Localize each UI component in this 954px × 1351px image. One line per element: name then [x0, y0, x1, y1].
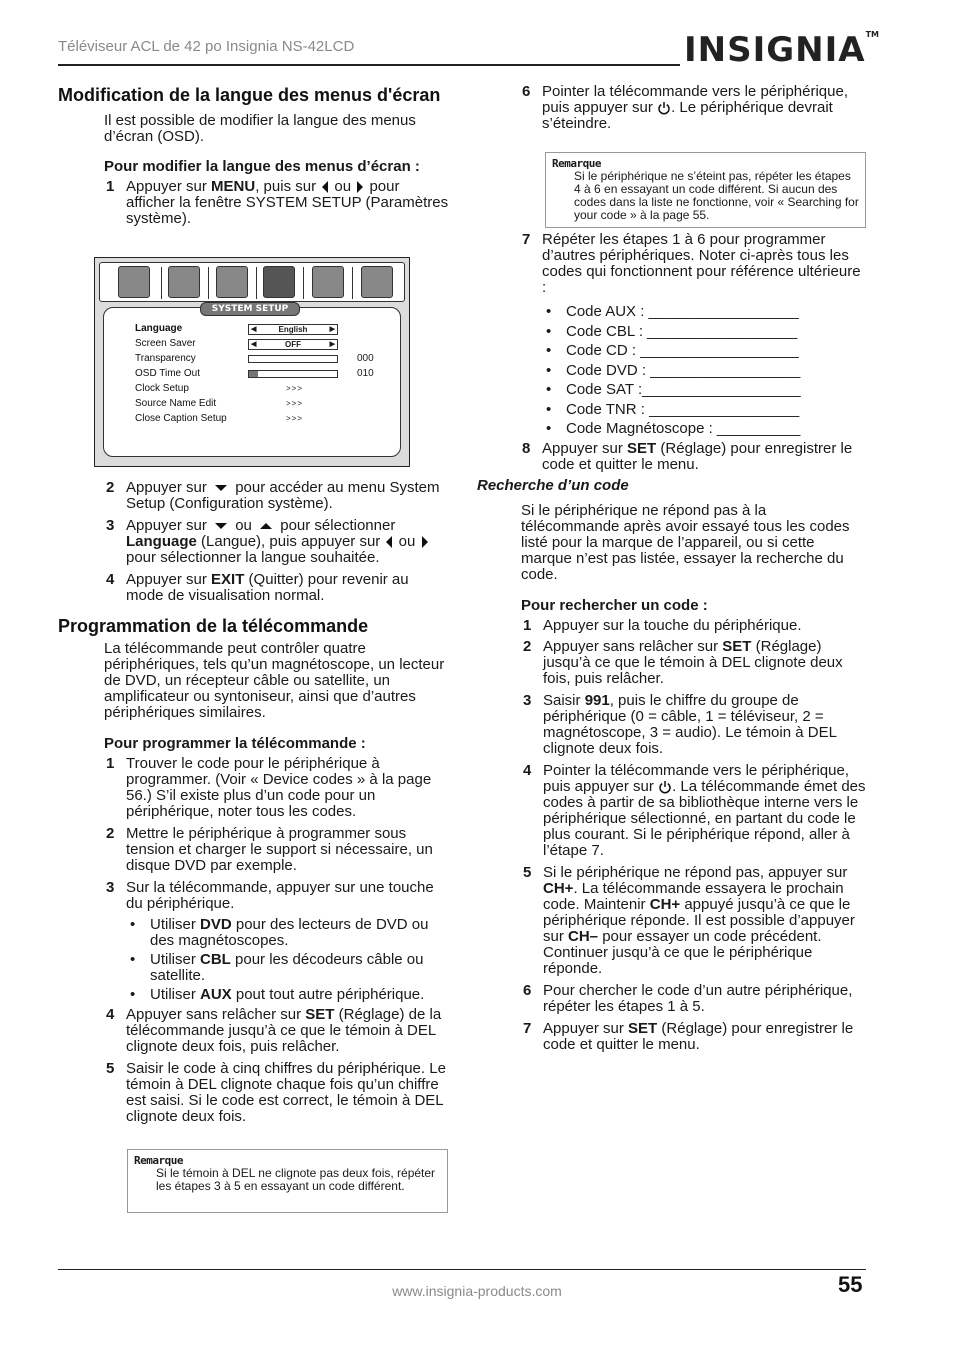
- right-column-bottom: [520, 232, 866, 473]
- procedure-title-search: Pour rechercher un code :: [521, 597, 708, 614]
- running-header: Téléviseur ACL de 42 po Insignia NS-42LCD: [58, 38, 355, 55]
- system-setup-caption: SYSTEM SETUP: [200, 302, 300, 316]
- procedure-title-language: Pour modifier la langue des menus d’écran :: [104, 158, 420, 175]
- note-body: Si le témoin à DEL ne clignote pas deux fois, répéter les étapes 3 à 5 en essayant un code différent.: [156, 1166, 436, 1193]
- step-remote-5: 5 Saisir le code à cinq chiffres du périphérique. Le témoin à DEL clignote chaque fois qu’un chiffre est saisi. Si le code est correct, le témoin à DEL clignote deux fois.: [106, 1060, 446, 1125]
- code-sat: • Code SAT :___________________: [546, 381, 801, 398]
- search-intro: Si le périphérique ne répond pas à la télécommande après avoir essayé tous les codes listé pour la marque de l’appareil, ou si cette marque n’est pas listée, essayer la recherche du code.: [521, 502, 850, 583]
- transparency-bar: [248, 355, 338, 363]
- section-title-remote: Programmation de la télécommande: [58, 616, 369, 636]
- arrow-up-icon: [260, 523, 272, 529]
- input-tab-icon: [361, 266, 393, 298]
- arrow-right-icon: [422, 536, 428, 548]
- osd-timeout-bar: [248, 370, 338, 378]
- arrow-right-icon: [357, 181, 363, 193]
- bullet-dvd: • Utiliser DVD pour des lecteurs de DVD ou des magnétoscopes.: [130, 916, 429, 949]
- arrow-left-icon: [322, 181, 328, 193]
- footer-rule: [58, 1269, 866, 1270]
- step-remote-3: 3 Sur la télécommande, appuyer sur une touche du périphérique.: [106, 879, 434, 912]
- step-remote-8: 8 Appuyer sur SET (Réglage) pour enregistrer le code et quitter le menu.: [522, 439, 853, 473]
- code-dvd: • Code DVD : __________________: [546, 361, 801, 379]
- close-caption-arrows: >>>: [286, 414, 304, 423]
- step-search-4: 4 Pointer la télécommande vers le périphérique, puis appuyer sur . La télécommande émet des codes à partir de sa bibliothèque interne vers le périphérique sélectionné, en partant du code le plus courant. Si le périphérique répond, aller à l’étape 7.: [523, 762, 866, 859]
- system-setup-menu-image: [94, 257, 410, 467]
- code-aux: • Code AUX : __________________: [546, 303, 799, 320]
- menu-item-clock-setup: Clock Setup: [135, 383, 189, 394]
- menu-item-source-name-edit: Source Name Edit: [135, 398, 217, 409]
- channel-tab-icon: [168, 266, 200, 298]
- step-remote-4: 4 Appuyer sans relâcher sur SET (Réglage) de la télécommande jusqu’à ce que le témoin à DEL clignote deux fois, puis relâcher.: [106, 1006, 442, 1055]
- step-language-1: 1 Appuyer sur MENU, puis sur ou pour afficher la fenêtre SYSTEM SETUP (Paramètres système).: [106, 178, 449, 227]
- code-cbl: • Code CBL : __________________: [546, 322, 798, 340]
- menu-item-screen-saver: Screen Saver: [135, 338, 196, 349]
- note-body: Si le périphérique ne s’éteint pas, répéter les étapes 4 à 6 en essayant un code différent. Si aucun des codes dans la liste ne fonctionne, voir « Searching for your code » à la page 55.: [574, 169, 859, 222]
- power-icon: [658, 780, 672, 794]
- step-language-4: 4 Appuyer sur EXIT (Quitter) pour revenir au mode de visualisation normal.: [106, 571, 409, 604]
- code-cd: • Code CD : ___________________: [546, 342, 799, 359]
- step-language-2: 2 Appuyer sur pour accéder au menu System Setup (Configuration système).: [106, 479, 440, 512]
- right-column-top: [520, 84, 866, 132]
- header-rule: [58, 64, 680, 66]
- menu-item-transparency: Transparency: [135, 353, 196, 364]
- source-name-edit-arrows: >>>: [286, 399, 304, 408]
- step-remote-6: 6 Pointer la télécommande vers le périphérique, puis appuyer sur . Le périphérique devrait s’éteindre.: [522, 83, 848, 132]
- insignia-logo: INSIGNIA™: [684, 30, 879, 70]
- note-box-right: [545, 152, 866, 228]
- arrow-down-icon: [215, 485, 227, 491]
- setup-tab-icon: [263, 266, 295, 298]
- intro-language: Il est possible de modifier la langue des menus d’écran (OSD).: [104, 112, 416, 145]
- search-title: Recherche d’un code: [477, 477, 629, 494]
- procedure-title-remote: Pour programmer la télécommande :: [104, 735, 366, 752]
- step-search-5: 5 Si le périphérique ne répond pas, appuyer sur CH+. La télécommande essayera le prochain code. Maintenir CH+ appuyé jusqu’à ce que le périphérique réponde. Il est possible d’appuyer sur CH– pour essayer un code précédent. Continuer jusqu’à ce que le périphérique réponde.: [523, 864, 855, 977]
- screen-saver-value: ◀ OFF ▶: [248, 339, 338, 350]
- arrow-left-icon: [386, 536, 392, 548]
- menu-tab-bar: [99, 262, 405, 302]
- step-search-1: 1 Appuyer sur la touche du périphérique.: [523, 617, 802, 634]
- section-title-language: Modification de la langue des menus d'écran: [58, 85, 441, 105]
- footer-url: www.insignia-products.com: [392, 1283, 562, 1299]
- menu-item-close-caption-setup: Close Caption Setup: [135, 413, 227, 424]
- step-search-6: 6 Pour chercher le code d’un autre périphérique, répéter les étapes 1 à 5.: [523, 982, 853, 1015]
- search-section: [477, 478, 867, 1053]
- clock-setup-arrows: >>>: [286, 384, 304, 393]
- step-search-2: 2 Appuyer sans relâcher sur SET (Réglage) jusqu’à ce que le témoin à DEL clignote deux fois, puis relâcher.: [523, 638, 843, 687]
- arrow-down-icon: [215, 523, 227, 529]
- step-remote-1: 1 Trouver le code pour le périphérique à programmer. (Voir « Device codes » à la page 56.) S’il existe plus d’un code pour un périphérique, noter tous les codes.: [106, 755, 432, 820]
- language-value: ◀ English ▶: [248, 324, 338, 335]
- picture-tab-icon: [118, 266, 150, 298]
- transparency-number: 000: [357, 353, 374, 364]
- code-tnr: • Code TNR : __________________: [546, 400, 800, 418]
- note-title: Remarque: [552, 157, 601, 170]
- step-remote-7: 7 Répéter les étapes 1 à 6 pour programmer d’autres périphériques. Noter ci-après tous les codes qui fonctionnent pour référence ultérieure :: [522, 231, 861, 296]
- osd-timeout-number: 010: [357, 368, 374, 379]
- power-icon: [657, 101, 671, 115]
- code-vcr: • Code Magnétoscope : __________: [546, 420, 801, 437]
- menu-panel: [103, 307, 401, 457]
- step-remote-2: 2 Mettre le périphérique à programmer sous tension et charger le support si nécessaire, un disque DVD par exemple.: [106, 825, 433, 874]
- intro-remote: La télécommande peut contrôler quatre périphériques, tels qu’un magnétoscope, un lecteur de DVD, un récepteur câble ou satellite, un amplificateur ou syntoniseur, ainsi que d’autres périphériques similaires.: [104, 640, 445, 721]
- left-column-top: [58, 86, 450, 227]
- lock-tab-icon: [312, 266, 344, 298]
- bullet-aux: • Utiliser AUX pout tout autre périphérique.: [130, 986, 425, 1003]
- note-box-left: [127, 1149, 448, 1213]
- left-column-bottom: [58, 480, 450, 1125]
- step-search-3: 3 Saisir 991, puis le chiffre du groupe de périphérique (0 = câble, 1 = téléviseur, 2 = magnétoscope, 3 = audio). Le témoin à DEL clignote deux fois.: [523, 692, 837, 757]
- menu-item-osd-time-out: OSD Time Out: [135, 368, 201, 379]
- bullet-cbl: • Utiliser CBL pour les décodeurs câble ou satellite.: [130, 951, 424, 984]
- page-number: 55: [838, 1272, 863, 1297]
- menu-item-language: Language: [135, 323, 183, 334]
- note-title: Remarque: [134, 1154, 183, 1167]
- audio-tab-icon: [216, 266, 248, 298]
- step-language-3: 3 Appuyer sur ou pour sélectionner Language (Langue), puis appuyer sur ou pour sélectionner la langue souhaitée.: [104, 518, 450, 566]
- step-search-7: 7 Appuyer sur SET (Réglage) pour enregistrer le code et quitter le menu.: [523, 1020, 854, 1053]
